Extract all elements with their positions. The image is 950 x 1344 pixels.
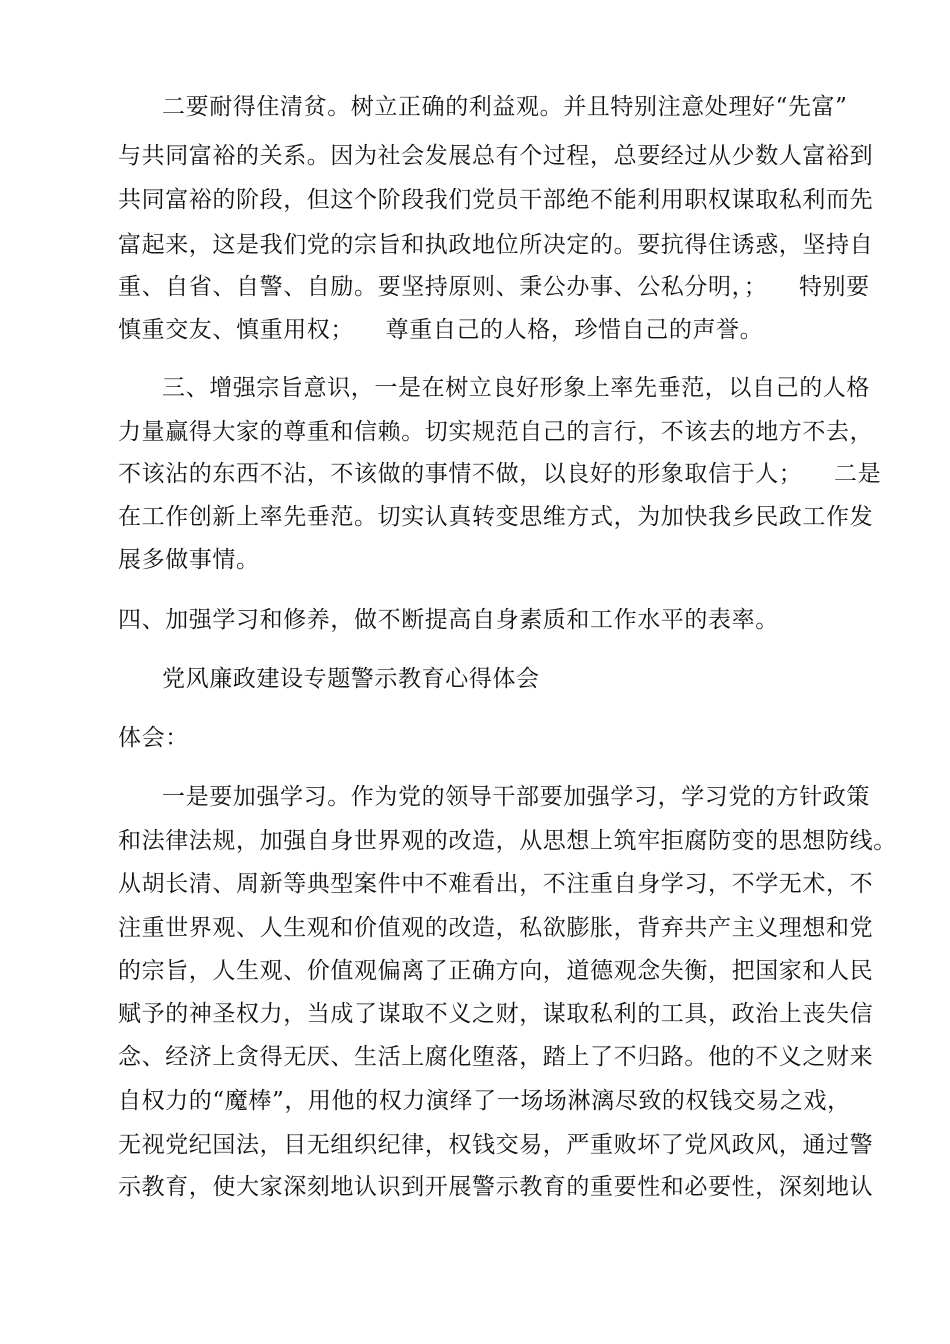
paragraph-line: 和法律法规，加强自身世界观的改造，从思想上筑牢拒腐防变的思想防线。 xyxy=(118,828,897,854)
paragraph-line: 的宗旨，人生观、价值观偏离了正确方向，道德观念失衡，把国家和人民 xyxy=(118,958,874,984)
paragraph-line: 自权力的“魔棒”，用他的权力演绎了一场场淋漓尽致的权钱交易之戏， xyxy=(118,1088,851,1114)
paragraph-line: 赋予的神圣权力，当成了谋取不义之财，谋取私利的工具，政治上丧失信 xyxy=(118,1001,874,1027)
paragraph-line: 示教育，使大家深刻地认识到开展警示教育的重要性和必要性，深刻地认 xyxy=(118,1174,874,1200)
paragraph-line: 展多做事情。 xyxy=(118,547,260,573)
paragraph-line: 无视党纪国法，目无组织纪律，权钱交易，严重败坏了党风政风，通过警 xyxy=(118,1132,874,1158)
paragraph-line: 与共同富裕的关系。因为社会发展总有个过程，总要经过从少数人富裕到 xyxy=(118,143,874,169)
paragraph-line: 不该沾的东西不沾，不该做的事情不做，以良好的形象取信于人； 二是 xyxy=(118,461,882,487)
paragraph-line: 注重世界观、人生观和价值观的改造，私欲膨胀，背弃共产主义理想和党 xyxy=(118,915,874,941)
paragraph-line: 力量赢得大家的尊重和信赖。切实规范自己的言行，不该去的地方不去， xyxy=(118,419,874,445)
paragraph-line: 从胡长清、周新等典型案件中不难看出，不注重自身学习，不学无术，不 xyxy=(118,871,874,897)
paragraph-line: 四、加强学习和修养，做不断提高自身素质和工作水平的表率。 xyxy=(118,607,779,633)
paragraph-line: 在工作创新上率先垂范。切实认真转变思维方式，为加快我乡民政工作发 xyxy=(118,504,874,530)
subheading-line: 体会： xyxy=(118,725,189,751)
paragraph-line: 富起来，这是我们党的宗旨和执政地位所决定的。要抗得住诱惑，坚持自 xyxy=(118,232,874,258)
paragraph-line: 一是要加强学习。作为党的领导干部要加强学习，学习党的方针政策 xyxy=(162,784,870,810)
paragraph-line: 慎重交友、慎重用权； 尊重自己的人格，珍惜自己的声誉。 xyxy=(118,317,764,343)
paragraph-line: 三、增强宗旨意识，一是在树立良好形象上率先垂范，以自己的人格 xyxy=(162,375,870,401)
paragraph-line: 共同富裕的阶段，但这个阶段我们党员干部绝不能利用职权谋取私利而先 xyxy=(118,187,874,213)
paragraph-line: 重、自省、自警、自励。要坚持原则、秉公办事、公私分明，； 特别要 xyxy=(118,274,870,300)
paragraph-line: 二要耐得住清贫。树立正确的利益观。并且特别注意处理好“先富” xyxy=(162,94,848,120)
heading-line: 党风廉政建设专题警示教育心得体会 xyxy=(162,666,540,692)
paragraph-line: 念、经济上贪得无厌、生活上腐化堕落，踏上了不归路。他的不义之财来 xyxy=(118,1044,874,1070)
